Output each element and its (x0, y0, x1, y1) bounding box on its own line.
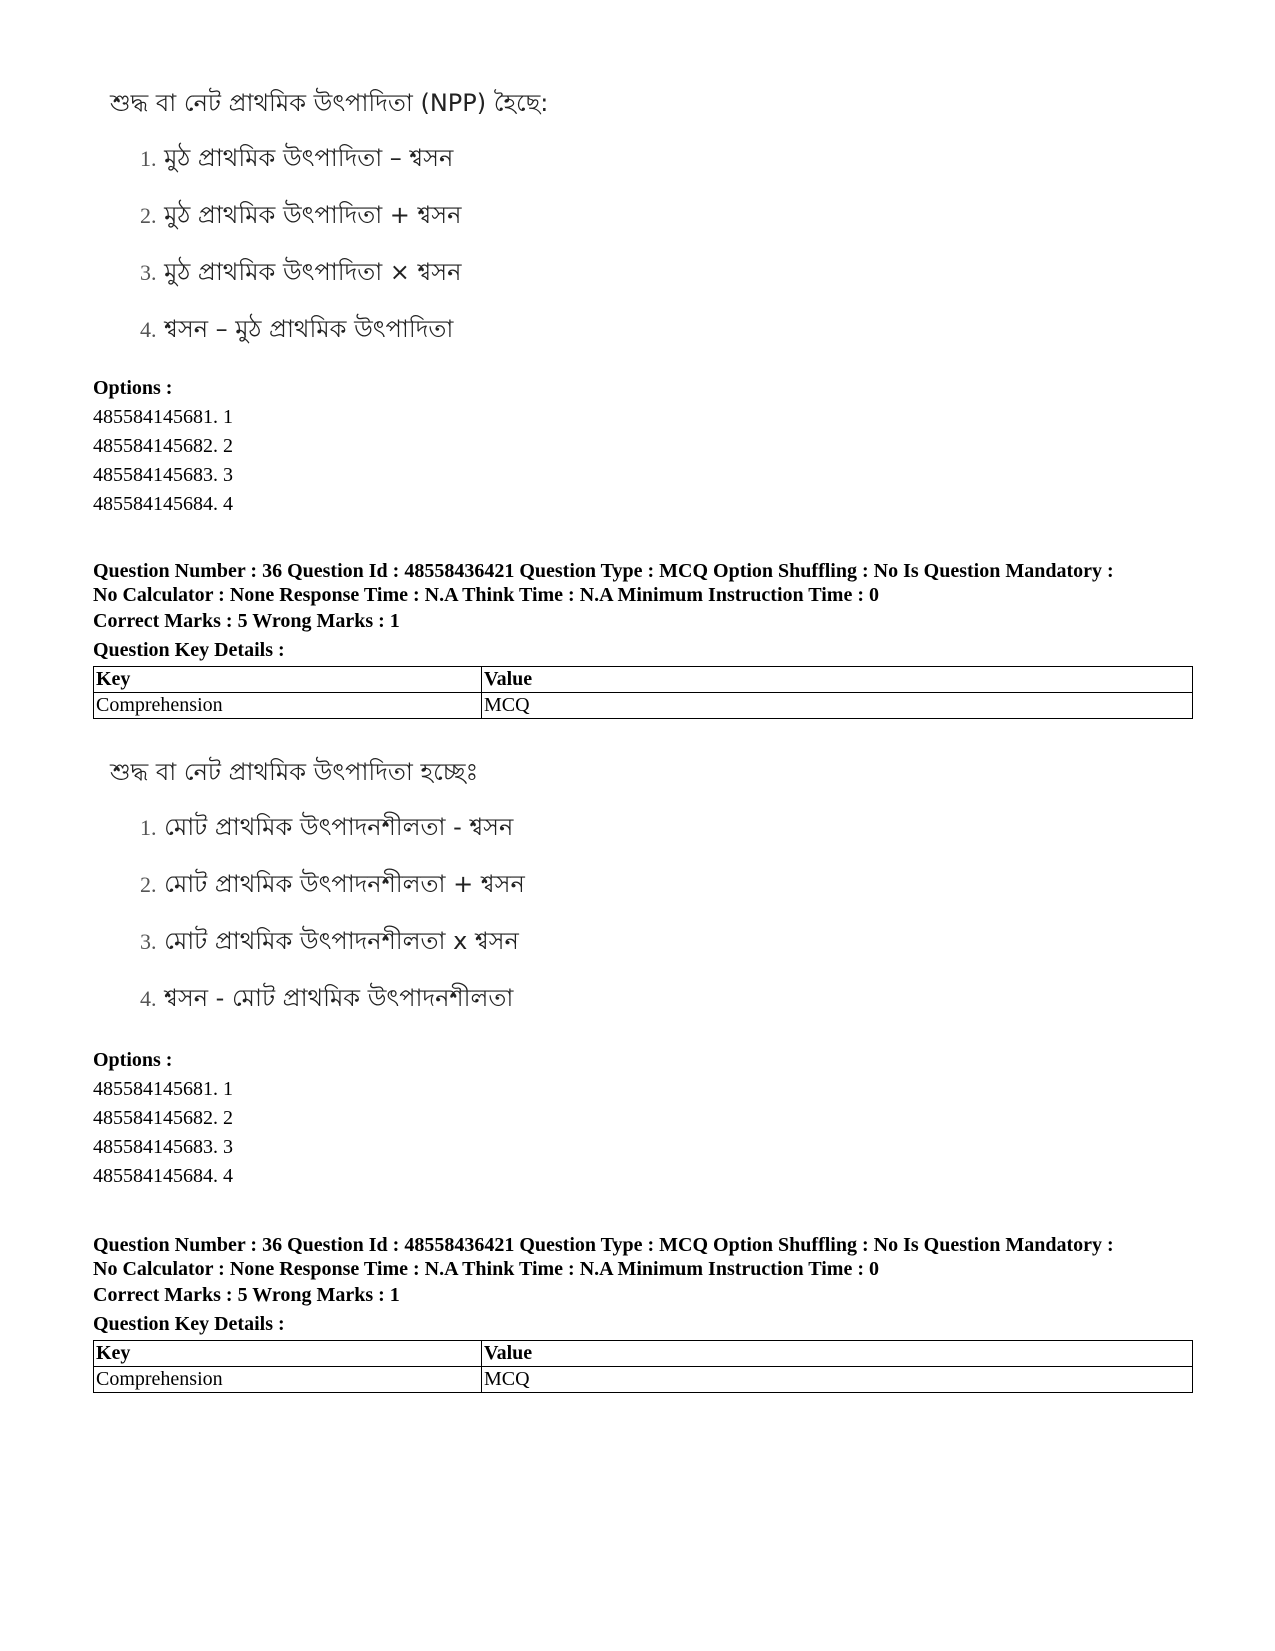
options-list-1 (93, 374, 1188, 519)
question-meta (93, 1233, 1188, 1281)
image-option-text: শ্বসন - মোট প্রাথমিক উৎপাদনশীলতা (164, 984, 514, 1012)
options-title: Options : (93, 377, 173, 399)
marks-line: Correct Marks : 5 Wrong Marks : 1 (93, 610, 400, 632)
options-list-2 (93, 1046, 1188, 1191)
image-option-number: 2. (140, 203, 157, 228)
question-meta-2 (93, 1233, 1188, 1393)
option-item: 485584145681. 1 (93, 406, 233, 428)
image-option-1 (140, 143, 548, 174)
question-meta-line-1: Question Number : 36 Question Id : 48558436421 Question Type : MCQ Option Shuffling : No Is Question Mandatory : (93, 560, 1114, 582)
marks-line: Correct Marks : 5 Wrong Marks : 1 (93, 1284, 400, 1306)
question-heading: শুদ্ধ বা নেট প্রাথমিক উৎপাদিতা (NPP) হৈছে: (110, 89, 549, 117)
key-details-title: Question Key Details : (93, 639, 285, 661)
option-item: 485584145683. 3 (93, 464, 233, 486)
table-cell-value: MCQ (482, 693, 1193, 719)
table-cell-value: MCQ (482, 1367, 1193, 1393)
image-option-text: মোট প্রাথমিক উৎপাদনশীলতা + শ্বসন (164, 870, 525, 898)
option-item: 485584145683. 3 (93, 1136, 233, 1158)
key-details-table (93, 1340, 1193, 1393)
table-row (94, 693, 1193, 719)
table-header-row (94, 667, 1193, 693)
image-option-number: 4. (140, 317, 157, 342)
table-cell-key: Comprehension (94, 693, 482, 719)
image-option-number: 2. (140, 872, 157, 897)
key-details-table (93, 666, 1193, 719)
question-image-1 (110, 88, 548, 371)
option-item: 485584145684. 4 (93, 1165, 233, 1187)
image-option-3 (140, 926, 525, 957)
question-meta-1 (93, 559, 1188, 719)
image-option-number: 4. (140, 986, 157, 1011)
image-option-4 (140, 983, 525, 1014)
image-option-2 (140, 869, 525, 900)
key-details-title: Question Key Details : (93, 1313, 285, 1335)
image-option-3 (140, 257, 548, 288)
option-item: 485584145682. 2 (93, 435, 233, 457)
question-meta-line-1: Question Number : 36 Question Id : 48558436421 Question Type : MCQ Option Shuffling : No Is Question Mandatory : (93, 1234, 1114, 1256)
table-cell-key: Comprehension (94, 1367, 482, 1393)
question-meta-line-2: No Calculator : None Response Time : N.A Think Time : N.A Minimum Instruction Time : 0 (93, 1258, 879, 1280)
option-item: 485584145681. 1 (93, 1078, 233, 1100)
option-item: 485584145682. 2 (93, 1107, 233, 1129)
image-option-1 (140, 812, 525, 843)
image-option-text: মোট প্রাথমিক উৎপাদনশীলতা - শ্বসন (164, 813, 514, 841)
image-option-text: মোট প্রাথমিক উৎপাদনশীলতা x শ্বসন (164, 927, 519, 955)
image-option-text: শ্বসন – মুঠ প্ৰাথমিক উৎপাদিতা (164, 315, 454, 343)
question-heading: শুদ্ধ বা নেট প্রাথমিক উৎপাদিতা হচ্ছেঃ (110, 758, 479, 786)
image-option-number: 1. (140, 815, 157, 840)
image-option-text: মুঠ প্ৰাথমিক উৎপাদিতা – শ্বসন (164, 144, 454, 172)
table-header-value: Value (482, 667, 1193, 693)
image-option-text: মুঠ প্ৰাথমিক উৎপাদিতা + শ্বসন (164, 201, 462, 229)
table-header-value: Value (482, 1341, 1193, 1367)
question-meta-line-2: No Calculator : None Response Time : N.A Think Time : N.A Minimum Instruction Time : 0 (93, 584, 879, 606)
table-row (94, 1367, 1193, 1393)
table-header-key: Key (94, 1341, 482, 1367)
image-option-4 (140, 314, 548, 345)
table-header-key: Key (94, 667, 482, 693)
image-option-number: 3. (140, 929, 157, 954)
question-meta (93, 559, 1188, 607)
option-item: 485584145684. 4 (93, 493, 233, 515)
options-title: Options : (93, 1049, 173, 1071)
table-header-row (94, 1341, 1193, 1367)
question-image-2 (110, 757, 525, 1040)
image-option-2 (140, 200, 548, 231)
image-option-text: মুঠ প্ৰাথমিক উৎপাদিতা × শ্বসন (164, 258, 462, 286)
image-option-number: 3. (140, 260, 157, 285)
image-option-number: 1. (140, 146, 157, 171)
